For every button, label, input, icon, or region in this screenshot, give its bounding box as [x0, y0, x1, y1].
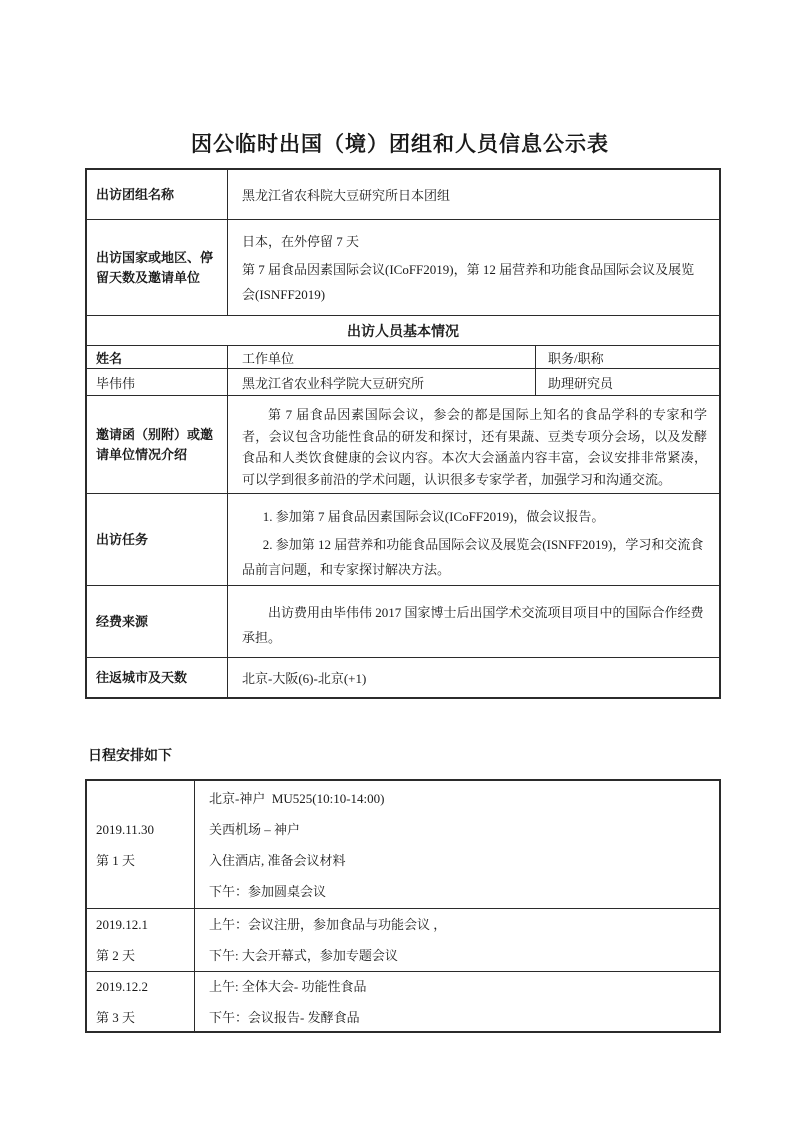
row-cities	[87, 657, 719, 697]
schedule-day2-line1: 上午：会议注册，参加食品与功能会议 ，	[209, 917, 447, 932]
schedule-day3-details	[195, 972, 719, 1031]
invitation-value: 第 7 届食品因素国际会议，参会的都是国际上知名的食品学科的专家和学者，会议包含功能性食品的研发和探讨，还有果蔬、豆类专项分会场，以及发酵食品和人类饮食健康的会议内容。本次大会涵盖内容丰富，会议安排非常紧凑，可以学到很多前沿的学术问题，认识很多专家学者，加强学习和沟通交流。	[242, 407, 707, 487]
schedule-table	[85, 779, 721, 1033]
schedule-day1-line3: 入住酒店, 准备会议材料	[209, 852, 346, 868]
destination-line-1: 日本，在外停留 7 天	[242, 234, 360, 249]
person-name: 毕伟伟	[87, 369, 228, 395]
destination-label: 出访国家或地区、停留天数及邀请单位	[87, 220, 228, 315]
row-group-name	[87, 170, 719, 219]
schedule-heading: 日程安排如下	[88, 747, 172, 763]
schedule-day1-label: 第 1 天	[96, 852, 136, 868]
page-title: 因公临时出国（境）团组和人员信息公示表	[191, 133, 609, 156]
row-funding	[87, 585, 719, 657]
schedule-day3-line1: 上午: 全体大会- 功能性食品	[209, 978, 367, 994]
cities-label: 往返城市及天数	[87, 658, 228, 697]
funding-label: 经费来源	[87, 586, 228, 657]
schedule-day2-datecell	[87, 909, 195, 971]
schedule-day1-line4: 下午：参加圆桌会议	[209, 883, 327, 899]
tasks-label: 出访任务	[87, 494, 228, 585]
row-tasks	[87, 493, 719, 585]
schedule-row-day2	[87, 908, 719, 971]
group-name-value: 黑龙江省农科院大豆研究所日本团组	[242, 188, 451, 203]
person-header-row	[87, 345, 719, 368]
destination-line-2: 第 7 届食品因素国际会议(ICoFF2019)，第 12 届营养和功能食品国际会议及展览会(ISNFF2019)	[242, 262, 695, 302]
info-table	[85, 168, 721, 699]
section-header-row	[87, 315, 719, 345]
schedule-day3-label: 第 3 天	[96, 1009, 136, 1025]
person-position: 助理研究员	[548, 375, 614, 391]
schedule-day1-date: 2019.11.30	[96, 821, 155, 837]
cities-value: 北京-大阪(6)-北京(+1)	[242, 671, 367, 686]
person-header-workplace: 工作单位	[228, 346, 536, 368]
group-name-label: 出访团组名称	[87, 170, 228, 219]
person-data-row	[87, 368, 719, 395]
schedule-day1-details	[195, 781, 719, 908]
person-header-name: 姓名	[87, 346, 228, 368]
schedule-day2-details	[195, 909, 719, 971]
row-invitation	[87, 395, 719, 493]
destination-value	[228, 220, 719, 315]
person-workplace: 黑龙江省农业科学院大豆研究所	[228, 369, 536, 395]
schedule-day1-datecell	[87, 781, 195, 908]
schedule-day3-datecell	[87, 972, 195, 1031]
funding-value: 出访费用由毕伟伟 2017 国家博士后出国学术交流项目项目中的国际合作经费承担。	[242, 605, 704, 645]
schedule-day2-label: 第 2 天	[96, 948, 136, 963]
schedule-row-day1	[87, 781, 719, 908]
row-destination	[87, 219, 719, 315]
schedule-day2-date: 2019.12.1	[96, 917, 148, 932]
schedule-day1-line2: 关西机场 – 神户	[209, 821, 301, 837]
person-header-position: 职务/职称	[548, 350, 604, 366]
section-header-text: 出访人员基本情况	[347, 322, 459, 339]
task-item-1: 1. 参加第 7 届食品因素国际会议(ICoFF2019)，做会议报告。	[262, 509, 605, 524]
tasks-value	[228, 494, 719, 585]
schedule-day3-line2: 下午：会议报告- 发酵食品	[209, 1009, 360, 1025]
task-item-2: 2. 参加第 12 届营养和功能食品国际会议及展览会(ISNFF2019)，学习和交流食品前言问题，和专家探讨解决方法。	[242, 537, 704, 577]
invitation-label: 邀请函（别附）或邀请单位情况介绍	[87, 396, 228, 493]
schedule-row-day3	[87, 971, 719, 1031]
schedule-day2-line2: 下午: 大会开幕式，参加专题会议	[209, 948, 398, 963]
schedule-day3-date: 2019.12.2	[96, 978, 148, 994]
schedule-day1-line1: 北京-神户 MU525(10:10-14:00)	[209, 790, 385, 806]
